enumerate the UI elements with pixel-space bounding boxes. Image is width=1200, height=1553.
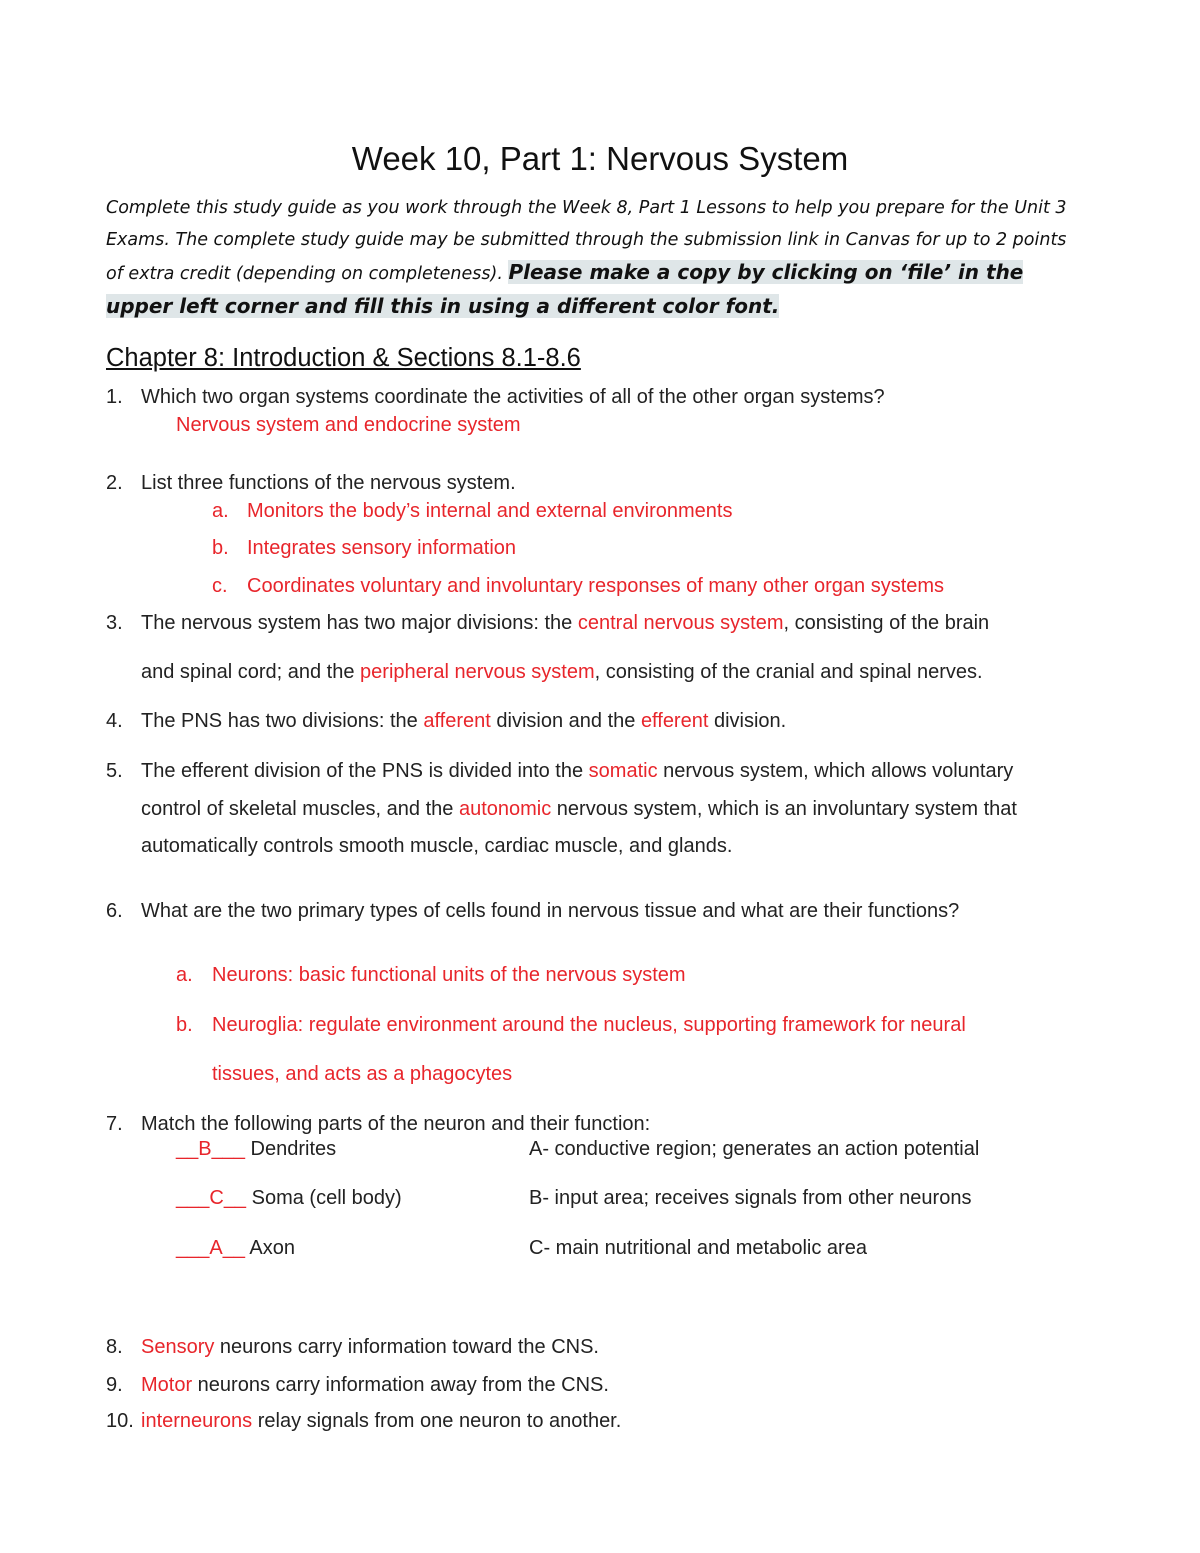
question-3-line-2: and spinal cord; and the peripheral nervous system, consisting of the cranial and spinal nerves. xyxy=(141,661,983,683)
answer-letter: a. xyxy=(176,964,193,986)
question-2-text: List three functions of the nervous system. xyxy=(141,472,516,494)
question-6-answer: tissues, and acts as a phagocytes xyxy=(212,1063,513,1085)
question-4-answer: efferent xyxy=(640,710,709,732)
question-number: 2. xyxy=(106,472,123,494)
intro-text: Complete this study guide as you work through the Week 8, Part 1 Lessons to help you prepare for the Unit 3 Exams xyxy=(106,198,1067,250)
question-6-answer: Neurons: basic functional units of the nervous system xyxy=(212,964,686,986)
question-2-answer: Integrates sensory information xyxy=(247,537,517,559)
question-5-line-3: automatically controls smooth muscle, cardiac muscle, and glands. xyxy=(141,835,733,857)
question-number: 7. xyxy=(106,1113,123,1135)
question-9-answer: Motor xyxy=(141,1374,193,1396)
answer-letter: a. xyxy=(212,500,229,522)
question-2-answer: Coordinates voluntary and involuntary responses of many other organ systems xyxy=(247,575,945,597)
question-4-text: The PNS has two divisions: the afferent division and the efferent division. xyxy=(141,710,787,732)
question-number: 6. xyxy=(106,900,123,922)
question-number: 8. xyxy=(106,1336,123,1358)
question-3-answer: peripheral nervous system xyxy=(360,661,595,683)
question-number: 1. xyxy=(106,386,123,408)
answer-letter: c. xyxy=(212,575,228,597)
question-9-text: Motor neurons carry information away from the CNS. xyxy=(141,1374,609,1396)
question-7-text: Match the following parts of the neuron and their function: xyxy=(141,1113,651,1135)
question-6-text: What are the two primary types of cells found in nervous tissue and what are their functions? xyxy=(141,900,960,922)
question-5-line-1: The efferent division of the PNS is divided into the somatic nervous system, which allows voluntary xyxy=(141,760,1014,782)
question-10-answer: interneurons xyxy=(141,1410,253,1432)
question-6-answer: Neuroglia: regulate environment around the nucleus, supporting framework for neural xyxy=(212,1014,966,1036)
chapter-heading: Chapter 8: Introduction & Sections 8.1-8.6 xyxy=(106,344,581,372)
question-number: 9. xyxy=(106,1374,123,1396)
match-option: A- conductive region; generates an action potential xyxy=(529,1138,980,1160)
match-blank: __B___ xyxy=(176,1138,245,1160)
question-8-answer: Sensory xyxy=(141,1336,215,1358)
question-5-line-2: control of skeletal muscles, and the autonomic nervous system, which is an involuntary system that xyxy=(141,798,1017,820)
question-2-answer: Monitors the body’s internal and external environments xyxy=(247,500,733,522)
question-number: 3. xyxy=(106,612,123,634)
match-option: B- input area; receives signals from other neurons xyxy=(529,1187,972,1209)
question-8-text: Sensory neurons carry information toward the CNS. xyxy=(141,1336,599,1358)
question-5-answer: autonomic xyxy=(458,798,552,820)
question-1-answer: Nervous system and endocrine system xyxy=(176,414,521,436)
question-number: 4. xyxy=(106,710,123,732)
question-3-answer: central nervous system xyxy=(577,612,784,634)
match-row xyxy=(176,1237,295,1260)
intro-highlight: Please make a copy by clicking on ‘file’ in the upper left corner and fill this in using a different color font. xyxy=(106,260,1024,318)
match-option: C- main nutritional and metabolic area xyxy=(529,1237,867,1259)
question-number: 10. xyxy=(106,1410,134,1432)
question-10-text: interneurons relay signals from one neuron to another. xyxy=(141,1410,622,1432)
question-number: 5. xyxy=(106,760,123,782)
neuron-part: Dendrites xyxy=(244,1138,337,1160)
question-5-answer: somatic xyxy=(588,760,658,782)
neuron-part: Soma (cell body) xyxy=(246,1187,402,1209)
intro-text: . The complete study guide may be submitted through the submission link in Canvas for up to 2 points of extra credit (depending on completeness) xyxy=(106,230,1067,284)
intro-paragraph xyxy=(106,192,1086,324)
question-4-answer: afferent xyxy=(423,710,491,732)
question-3-line-1: The nervous system has two major divisions: the central nervous system, consisting of the brain xyxy=(141,612,990,634)
page-title: Week 10, Part 1: Nervous System xyxy=(351,140,849,177)
neuron-part: Axon xyxy=(244,1237,296,1259)
answer-letter: b. xyxy=(176,1014,193,1036)
match-blank: ___A__ xyxy=(176,1237,245,1259)
intro-text: . xyxy=(497,264,509,284)
match-blank: ___C__ xyxy=(176,1187,247,1209)
match-row xyxy=(176,1138,336,1161)
match-row xyxy=(176,1187,402,1210)
question-1-text: Which two organ systems coordinate the activities of all of the other organ systems? xyxy=(141,386,885,408)
answer-letter: b. xyxy=(212,537,229,559)
